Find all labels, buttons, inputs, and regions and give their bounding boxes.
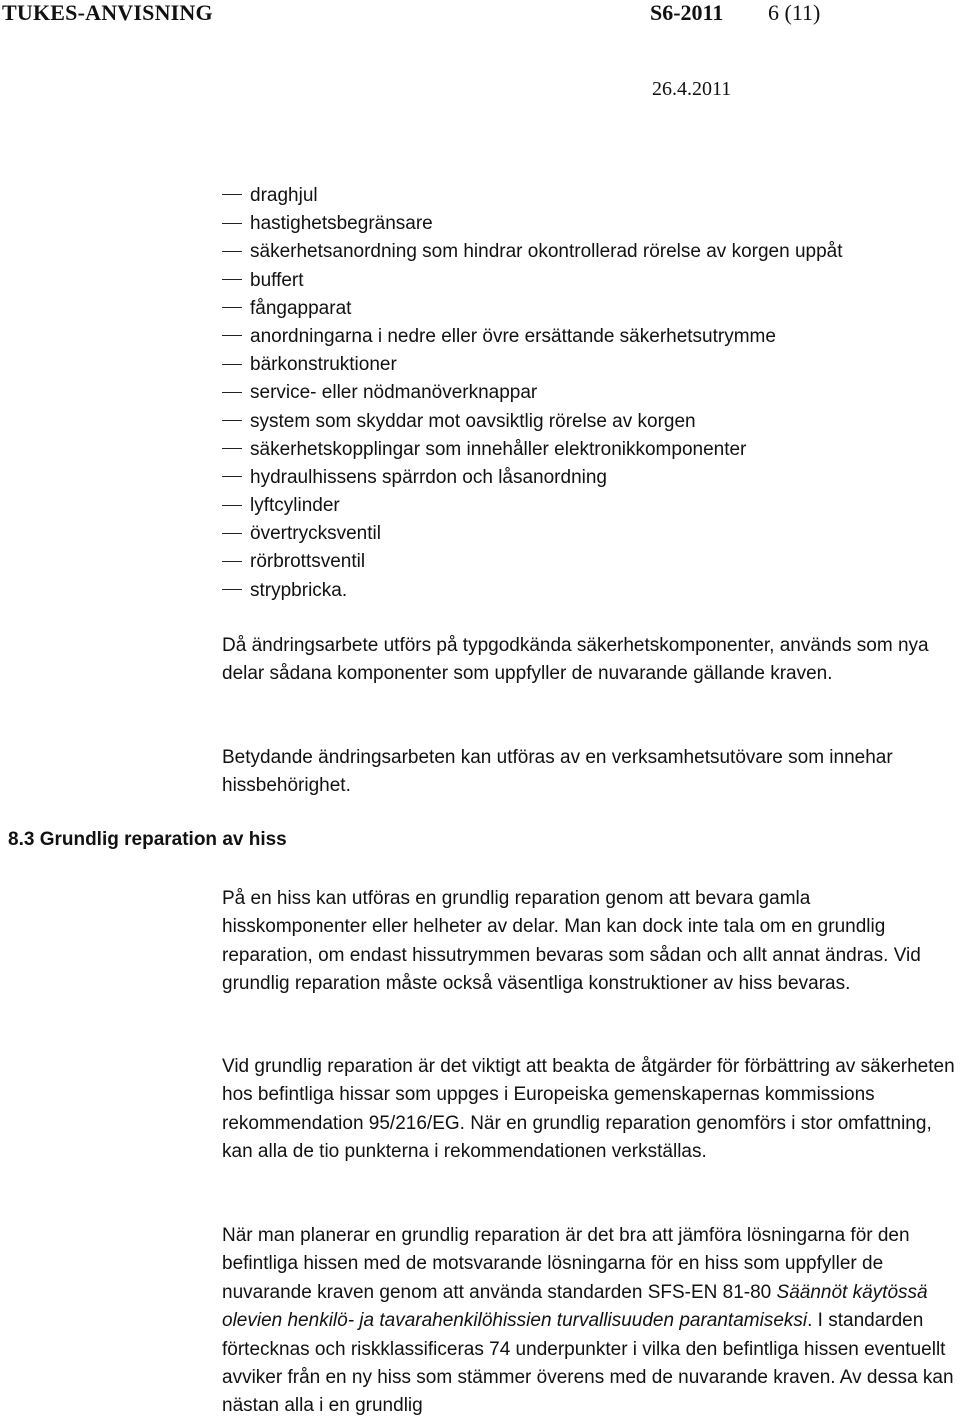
dash-bullet-icon	[222, 335, 242, 336]
dash-bullet-icon	[222, 392, 242, 393]
document-title: TUKES-ANVISNING	[2, 0, 213, 25]
list-item: hydraulhissens spärrdon och låsanordning	[222, 464, 843, 492]
dash-bullet-icon	[222, 420, 242, 421]
standard-title: Säännöt käytössä olevien henkilö- ja tavarahenkilöhissien turvallisuuden parantamiseksi	[222, 1281, 928, 1332]
list-item: säkerhetskopplingar som innehåller elektronikkomponenter	[222, 436, 843, 464]
dash-bullet-icon	[222, 476, 242, 477]
list-item: bärkonstruktioner	[222, 351, 843, 379]
dash-bullet-icon	[222, 251, 242, 252]
list-item: system som skyddar mot oavsiktlig rörelse av korgen	[222, 408, 843, 436]
document-date: 26.4.2011	[652, 78, 732, 100]
list-item: strypbricka.	[222, 577, 843, 605]
component-list	[222, 182, 843, 605]
list-item: buffert	[222, 267, 843, 295]
dash-bullet-icon	[222, 533, 242, 534]
list-item: övertrycksventil	[222, 520, 843, 548]
list-item: service- eller nödmanöverknappar	[222, 379, 843, 407]
paragraph-replacement-parts: Då ändringsarbete utförs på typgodkända säkerhetskomponenter, används som nya delar sådana komponenter som uppfyller de nuvarande gällande kraven.	[222, 635, 929, 685]
list-item: lyftcylinder	[222, 492, 843, 520]
list-item: anordningarna i nedre eller övre ersättande säkerhetsutrymme	[222, 323, 843, 351]
dash-bullet-icon	[222, 279, 242, 280]
list-item: draghjul	[222, 182, 843, 210]
page-number: 6 (11)	[768, 0, 821, 25]
dash-bullet-icon	[222, 364, 242, 365]
paragraph-major-changes: Betydande ändringsarbeten kan utföras av en verksamhetsutövare som innehar hissbehörighet.	[222, 747, 893, 797]
list-item: rörbrottsventil	[222, 548, 843, 576]
list-item: hastighetsbegränsare	[222, 210, 843, 238]
dash-bullet-icon	[222, 589, 242, 590]
list-item: fångapparat	[222, 295, 843, 323]
list-item: säkerhetsanordning som hindrar okontrollerad rörelse av korgen uppåt	[222, 238, 843, 266]
paragraph-repair-definition: På en hiss kan utföras en grundlig reparation genom att bevara gamla hisskomponenter eller helheter av delar. Man kan dock inte tala om en grundlig reparation, om endast hissutrymmen bevaras som sådan och allt annat ändras. Vid grundlig reparation måste också väsentliga konstruktioner av hiss bevaras.	[222, 888, 921, 995]
dash-bullet-icon	[222, 448, 242, 449]
document-number: S6-2011	[650, 0, 724, 25]
dash-bullet-icon	[222, 307, 242, 308]
dash-bullet-icon	[222, 561, 242, 562]
section-heading: 8.3 Grundlig reparation av hiss	[8, 829, 287, 850]
dash-bullet-icon	[222, 505, 242, 506]
dash-bullet-icon	[222, 194, 242, 195]
paragraph-standard: När man planerar en grundlig reparation är det bra att jämföra lösningarna för den befintliga hissen med de motsvarande lösningarna för en hiss som uppfyller de nuvarande kraven genom att använda standarden SFS-EN 81-80 Säännöt käytössä olevien henkilö- ja tavarahenkilöhissien turvallisuuden parantamiseksi. I standarden förtecknas och riskklassificeras 74 underpunkter i vilka den befintliga hissen eventuellt avviker från en ny hiss som stämmer överens med de nuvarande kraven. Av dessa kan nästan alla i en grundlig	[222, 1225, 954, 1417]
dash-bullet-icon	[222, 223, 242, 224]
paragraph-recommendation: Vid grundlig reparation är det viktigt att beakta de åtgärder för förbättring av säkerheten hos befintliga hissar som uppges i Europeiska gemenskapernas kommissions rekommendation 95/216/EG. När en grundlig reparation genomförs i stor omfattning, kan alla de tio punkterna i rekommendationen verkställas.	[222, 1056, 955, 1163]
page-header	[0, 0, 960, 30]
